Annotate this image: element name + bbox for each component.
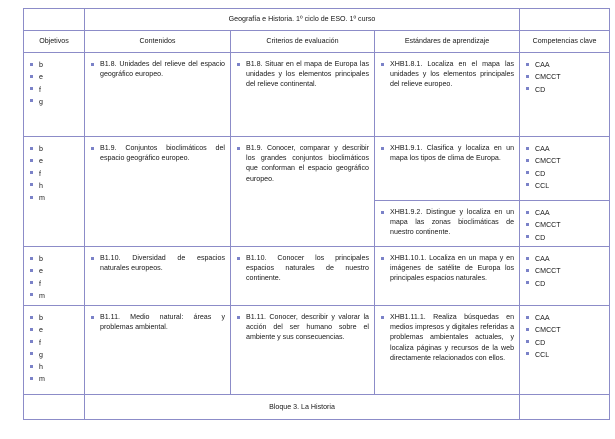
competencia-item: CMCCT: [526, 324, 607, 336]
estandar-cell: [375, 247, 520, 306]
objetivo-item: f: [30, 337, 82, 349]
estandar-text: XHB1.11.1. Realiza búsquedas en medios impresos y digitales referidas a problemas ambientales actuales, y localiza páginas y recursos de la web directamente relacionados con ellos.: [381, 312, 517, 363]
competencia-item: CAA: [526, 59, 607, 71]
objetivo-item: m: [30, 373, 82, 385]
competencia-item: CD: [526, 278, 607, 290]
criterio-cell: [231, 137, 375, 247]
objetivo-item: b: [30, 312, 82, 324]
competencia-item: CCL: [526, 349, 607, 361]
estandar-cell: [375, 306, 520, 395]
contenido-cell: [85, 53, 231, 137]
objetivos-cell: [24, 137, 85, 247]
criterio-text: B1.8. Situar en el mapa de Europa las unidades y los elementos principales del relieve continental.: [237, 59, 372, 90]
competencia-item: CMCCT: [526, 219, 607, 231]
objetivo-item: e: [30, 265, 82, 277]
objetivo-item: e: [30, 324, 82, 336]
contenido-text: B1.8. Unidades del relieve del espacio geográfico europeo.: [91, 59, 228, 79]
estandar-text: XHB1.9.2. Distingue y localiza en un mapa las zonas bioclimáticas de nuestro continente.: [381, 207, 517, 238]
contenido-cell: [85, 306, 231, 395]
competencia-item: CD: [526, 337, 607, 349]
competencias-cell: [520, 201, 610, 247]
estandar-cell: [375, 137, 520, 201]
contenido-cell: [85, 247, 231, 306]
criterio-text: B1.9. Conocer, comparar y describir los grandes conjuntos bioclimáticos que conforman el espacio geográfico europeo.: [237, 143, 372, 184]
competencias-cell: [520, 306, 610, 395]
competencia-item: CD: [526, 232, 607, 244]
table-title-spacer: [520, 9, 610, 31]
estandar-text: XHB1.8.1. Localiza en el mapa las unidades y los elementos principales del relieve europeo.: [381, 59, 517, 90]
table-row: [24, 247, 610, 306]
objetivos-cell: [24, 53, 85, 137]
contenido-text: B1.9. Conjuntos bioclimáticos del espacio geográfico europeo.: [91, 143, 228, 163]
table-row: [24, 306, 610, 395]
contenido-text: B1.10. Diversidad de espacios naturales europeos.: [91, 253, 228, 273]
objetivo-item: f: [30, 278, 82, 290]
objetivo-item: e: [30, 71, 82, 83]
footer-spacer: [520, 395, 610, 420]
competencia-item: CD: [526, 84, 607, 96]
competencia-item: CMCCT: [526, 71, 607, 83]
competencia-item: CCL: [526, 180, 607, 192]
header-competencias: Competencias clave: [520, 31, 610, 53]
objetivo-item: m: [30, 192, 82, 204]
criterio-cell: [231, 53, 375, 137]
header-estandares: Estándares de aprendizaje: [375, 31, 520, 53]
objetivo-item: h: [30, 180, 82, 192]
objetivo-item: f: [30, 168, 82, 180]
header-criterios: Criterios de evaluación: [231, 31, 375, 53]
competencia-item: CMCCT: [526, 265, 607, 277]
header-contenidos: Contenidos: [85, 31, 231, 53]
competencia-item: CAA: [526, 143, 607, 155]
estandar-text: XHB1.9.1. Clasifica y localiza en un mapa los tipos de clima de Europa.: [381, 143, 517, 163]
objetivo-item: b: [30, 253, 82, 265]
header-objetivos: Objetivos: [24, 31, 85, 53]
section-footer: Bloque 3. La Historia: [85, 395, 520, 420]
footer-spacer: [24, 395, 85, 420]
criterio-text: B1.10. Conocer los principales espacios naturales de nuestro continente.: [237, 253, 372, 284]
objetivo-item: m: [30, 290, 82, 302]
estandar-text: XHB1.10.1. Localiza en un mapa y en imágenes de satélite de Europa los principales espacios naturales.: [381, 253, 517, 284]
competencias-cell: [520, 137, 610, 201]
curriculum-table: [23, 8, 610, 420]
objetivo-item: h: [30, 361, 82, 373]
estandar-cell: [375, 53, 520, 137]
competencias-cell: [520, 247, 610, 306]
criterio-cell: [231, 306, 375, 395]
objetivo-item: b: [30, 59, 82, 71]
objetivo-item: g: [30, 96, 82, 108]
competencia-item: CD: [526, 168, 607, 180]
objetivo-item: g: [30, 349, 82, 361]
table-title: Geografía e Historia. 1º ciclo de ESO. 1º curso: [85, 9, 520, 31]
criterio-text: B1.11. Conocer, describir y valorar la acción del ser humano sobre el ambiente y sus consecuencias.: [237, 312, 372, 343]
competencia-item: CAA: [526, 312, 607, 324]
competencia-item: CMCCT: [526, 155, 607, 167]
contenido-cell: [85, 137, 231, 247]
table-row: [24, 137, 610, 201]
objetivo-item: e: [30, 155, 82, 167]
table-title-spacer: [24, 9, 85, 31]
objetivos-cell: [24, 247, 85, 306]
estandar-cell: [375, 201, 520, 247]
table-row: [24, 53, 610, 137]
competencia-item: CAA: [526, 253, 607, 265]
criterio-cell: [231, 247, 375, 306]
contenido-text: B1.11. Medio natural: áreas y problemas ambiental.: [91, 312, 228, 332]
objetivo-item: f: [30, 84, 82, 96]
competencia-item: CAA: [526, 207, 607, 219]
objetivos-cell: [24, 306, 85, 395]
competencias-cell: [520, 53, 610, 137]
objetivo-item: b: [30, 143, 82, 155]
